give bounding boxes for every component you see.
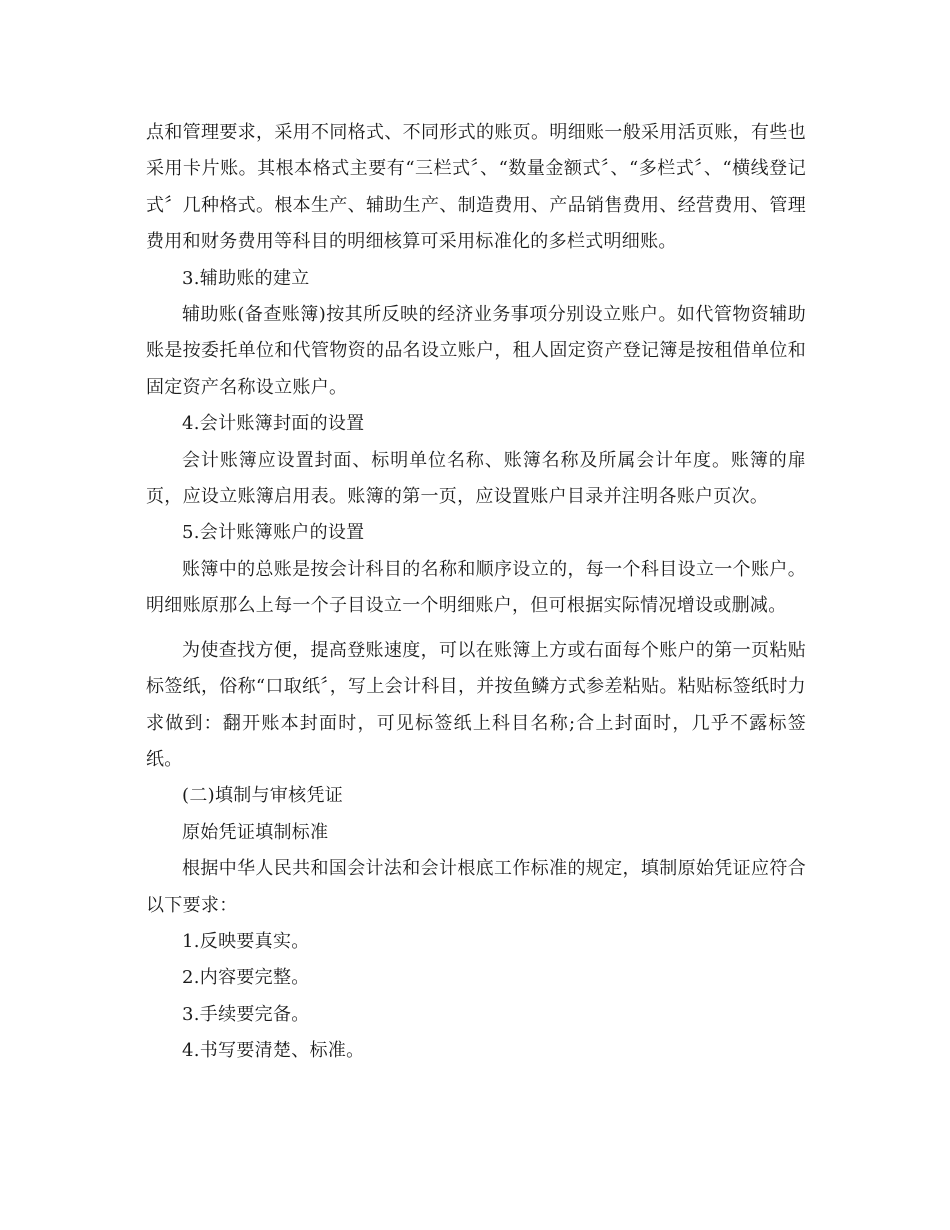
heading-ledger-accounts: 5.会计账簿账户的设置 (182, 522, 365, 544)
list-item-requirement-4: 4.书写要清楚、标准。 (182, 1040, 365, 1062)
paragraph-ledger-formats: 点和管理要求，采用不同格式、不同形式的账页。明细账一般采用活页账，有些也采用卡片账。其根本格式主要有“三栏式〞、“数量金额式〞、“多栏式〞、“横线登记式〞几种格式。根本生产、辅助生产、制造费用、产品销售费用、经营费用、管理费用和财务费用等科目的明细核算可采用标准化的多栏式明细账。 (146, 122, 806, 253)
heading-original-voucher: 原始凭证填制标准 (182, 821, 329, 843)
paragraph-label-tabs: 为使查找方便，提高登账速度，可以在账簿上方或右面每个账户的第一页粘贴标签纸，俗称“口取纸〞，写上会计科目，并按鱼鳞方式参差粘贴。粘贴标签纸时力求做到：翻开账本封面时，可见标签纸上科目名称;合上封面时，几乎不露标签纸。 (146, 639, 806, 770)
heading-voucher-section: (二)填制与审核凭证 (182, 785, 344, 807)
list-item-requirement-2: 2.内容要完整。 (182, 967, 310, 989)
paragraph-ledger-cover: 会计账簿应设置封面、标明单位名称、账簿名称及所属会计年度。账簿的扉页，应设立账簿启用表。账簿的第一页，应设置账户目录并注明各账户页次。 (146, 449, 806, 508)
document-body (146, 115, 806, 1070)
paragraph-spacer (146, 625, 806, 633)
paragraph-auxiliary-ledger: 辅助账(备查账簿)按其所反映的经济业务事项分别设立账户。如代管物资辅助账是按委托单位和代管物资的品名设立账户，租人固定资产登记簿是按租借单位和固定资产名称设立账户。 (146, 304, 806, 398)
paragraph-voucher-requirements: 根据中华人民共和国会计法和会计根底工作标准的规定，填制原始凭证应符合以下要求： (146, 858, 806, 916)
list-item-requirement-1: 1.反映要真实。 (182, 930, 310, 952)
paragraph-ledger-accounts: 账簿中的总账是按会计科目的名称和顺序设立的，每一个科目设立一个账户。明细账原那么上每一个子目设立一个明细账户，但可根据实际情况增设或删减。 (146, 558, 806, 617)
heading-auxiliary-ledger: 3.辅助账的建立 (182, 267, 310, 289)
heading-ledger-cover: 4.会计账簿封面的设置 (182, 413, 365, 435)
list-item-requirement-3: 3.手续要完备。 (182, 1003, 310, 1025)
